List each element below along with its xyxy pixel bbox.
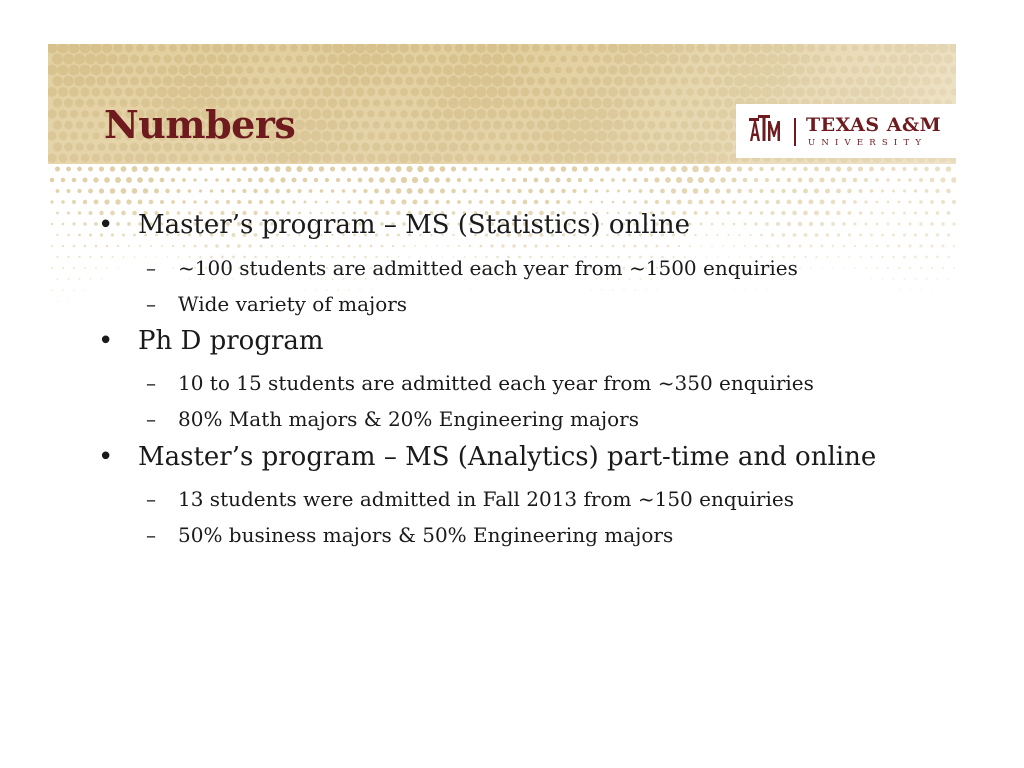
- bullet-text: Master’s program – MS (Statistics) online: [138, 210, 691, 240]
- sub-marker: –: [146, 256, 156, 280]
- bullet-text: Master’s program – MS (Analytics) part-time and online: [138, 442, 877, 472]
- bullet-marker: •: [98, 326, 114, 356]
- bullet-marker: •: [98, 442, 114, 472]
- sub-text: 13 students were admitted in Fall 2013 from ~150 enquiries: [178, 487, 794, 511]
- sub-text: ~100 students are admitted each year from ~1500 enquiries: [178, 256, 798, 280]
- slide-title: Numbers: [104, 102, 296, 147]
- sub-marker: –: [146, 371, 156, 395]
- sub-text: 10 to 15 students are admitted each year from ~350 enquiries: [178, 371, 814, 395]
- bullet-text: Ph D program: [138, 326, 324, 356]
- sub-text: 80% Math majors & 20% Engineering majors: [178, 407, 639, 431]
- sub-marker: –: [146, 407, 156, 431]
- sub-text: 50% business majors & 50% Engineering majors: [178, 523, 674, 547]
- sub-text: Wide variety of majors: [178, 292, 408, 316]
- sub-marker: –: [146, 523, 156, 547]
- logo-name: TEXAS A&M: [806, 114, 942, 136]
- sub-marker: –: [146, 292, 156, 316]
- bullet-marker: •: [98, 210, 114, 240]
- slide-content: [48, 44, 956, 724]
- sub-marker: –: [146, 487, 156, 511]
- logo-subtitle: UNIVERSITY: [808, 138, 928, 148]
- slide: [48, 44, 956, 724]
